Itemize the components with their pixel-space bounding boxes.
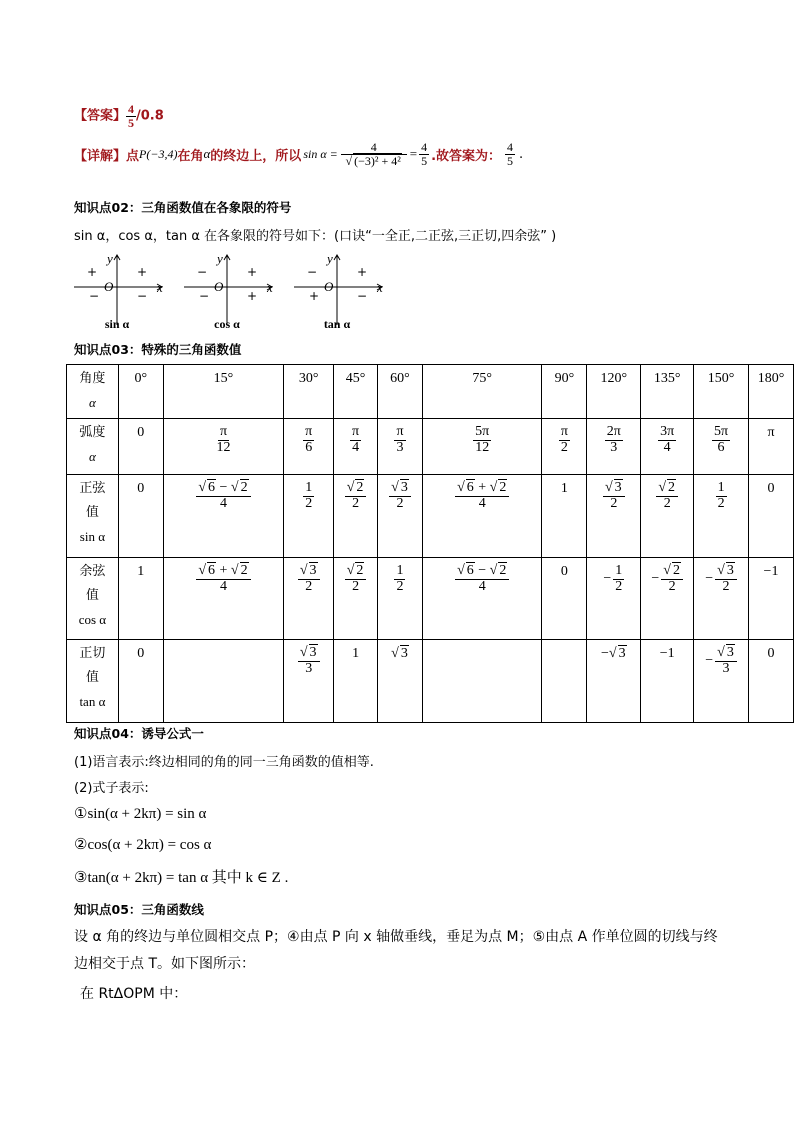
cell-sin-10: 0: [749, 475, 794, 558]
cell-tan-7: −√ 3: [587, 640, 641, 723]
sign-q2: −: [197, 265, 208, 279]
cell-degree-9: 150°: [694, 365, 749, 419]
x-label: x: [267, 280, 273, 295]
cell-sin-7: $\frac{√ 3}{2}$: [587, 475, 641, 558]
cell-tan-4: √ 3: [378, 640, 423, 723]
x-label: x: [157, 280, 163, 295]
cell-cos-6: 0: [542, 558, 587, 640]
sign-q3: −: [89, 289, 100, 303]
cell-tan-2: $\frac{√ 3}{3}$: [284, 640, 334, 723]
cell-cos-9: − $\frac{√ 3}{2}$: [694, 558, 749, 640]
y-label: y: [107, 251, 113, 266]
row-sin: [67, 475, 794, 558]
cell-cos-2: $\frac{√ 3}{2}$: [284, 558, 334, 640]
cell-tan-0: 0: [118, 640, 163, 723]
cell-sin-6: 1: [542, 475, 587, 558]
cell-radian-9: $\frac{5\pi}{6}$: [694, 419, 749, 475]
cell-degree-6: 90°: [542, 365, 587, 419]
cell-radian-1: $\frac{\pi}{12}$: [163, 419, 284, 475]
k05-line2: 边相交于点 T。如下图所示：: [74, 956, 256, 972]
k04-title: 知识点04：诱导公式一: [74, 726, 204, 741]
cell-tan-3: 1: [334, 640, 378, 723]
sign-q2: +: [87, 265, 98, 279]
k04-line2: (2)式子表示:: [74, 781, 149, 796]
cell-cos-8: − $\frac{√ 2}{2}$: [641, 558, 694, 640]
detail-label: 【详解】: [74, 148, 127, 164]
cell-radian-8: $\frac{3\pi}{4}$: [641, 419, 694, 475]
cell-sin-0: 0: [118, 475, 163, 558]
header-sin: 正弦 值 sin α: [67, 475, 119, 558]
row-radian: [67, 419, 794, 475]
cell-tan-1: [163, 640, 284, 723]
sign-q1: +: [137, 265, 148, 279]
cell-sin-8: $\frac{√ 2}{2}$: [641, 475, 694, 558]
point-label: P(−3,4): [139, 146, 178, 161]
cell-radian-0: 0: [118, 419, 163, 475]
answer-label: 【答案】: [74, 108, 127, 124]
detail-line: 【详解】 点 P(−3,4) 在角 α 的终边上，所以 sin α = $\frac{4}{\text{√ (−3)² + 4²}}$ = $\frac{4}{5}$ .故答案为： $\frac{4}{5}$ .: [74, 140, 524, 168]
cell-tan-5: [422, 640, 542, 723]
quadrant-diagrams: [70, 250, 400, 335]
cell-degree-3: 45°: [334, 365, 378, 419]
cell-degree-2: 30°: [284, 365, 334, 419]
cell-radian-3: $\frac{\pi}{4}$: [334, 419, 378, 475]
sin-fraction: $\frac{4}{\text{√ (−3)² + 4²}}$: [341, 141, 407, 167]
sign-q3: −: [199, 289, 210, 303]
sign-q1: +: [247, 265, 258, 279]
cell-cos-0: 1: [118, 558, 163, 640]
answer-alt: /0.8: [136, 108, 164, 124]
y-label: y: [327, 251, 333, 266]
cell-degree-10: 180°: [749, 365, 794, 419]
cell-tan-10: 0: [749, 640, 794, 723]
cell-degree-0: 0°: [118, 365, 163, 419]
cell-cos-3: $\frac{√ 2}{2}$: [334, 558, 378, 640]
cell-cos-7: − $\frac{1}{2}$: [587, 558, 641, 640]
origin-label: O: [104, 279, 114, 294]
sign-q1: +: [357, 265, 368, 279]
cell-radian-2: $\frac{\pi}{6}$: [284, 419, 334, 475]
y-label: y: [217, 251, 223, 266]
origin-label: O: [324, 279, 334, 294]
row-tan: [67, 640, 794, 723]
row-degree: [67, 365, 794, 419]
cell-radian-6: $\frac{\pi}{2}$: [542, 419, 587, 475]
cell-sin-5: $\frac{√ 6 + √ 2}{4}$: [422, 475, 542, 558]
cell-cos-5: $\frac{√ 6 - √ 2}{4}$: [422, 558, 542, 640]
sign-q4: −: [357, 289, 368, 303]
cell-radian-10: π: [749, 419, 794, 475]
k05-line3: 在 RtΔOPM 中：: [80, 986, 188, 1002]
cell-degree-4: 60°: [378, 365, 423, 419]
answer-fraction: $\frac{4}{5}$: [128, 102, 135, 130]
cell-cos-1: $\frac{√ 6 + √ 2}{4}$: [163, 558, 284, 640]
diagram-caption: tan α: [323, 317, 351, 331]
cell-tan-8: −1: [641, 640, 694, 723]
sign-q3: +: [309, 289, 320, 303]
cell-degree-1: 15°: [163, 365, 284, 419]
formula-3: ③tan(α + 2kπ) = tan α 其中 k ∈ Z .: [74, 870, 289, 886]
k05-line1: 设 α 角的终边与单位圆相交点 P；④由点 P 向 x 轴做垂线，垂足为点 M；⑤由点 A 作单位圆的切线与终: [74, 929, 718, 945]
sign-q4: −: [137, 289, 148, 303]
cell-radian-7: $\frac{2\pi}{3}$: [587, 419, 641, 475]
cell-radian-5: $\frac{5\pi}{12}$: [422, 419, 542, 475]
trig-values-table: [66, 364, 794, 723]
cell-degree-7: 120°: [587, 365, 641, 419]
header-radian: 弧度 α: [67, 419, 119, 475]
cell-sin-4: $\frac{√ 3}{2}$: [378, 475, 423, 558]
diagram-caption: sin α: [104, 317, 130, 331]
cell-radian-4: $\frac{\pi}{3}$: [378, 419, 423, 475]
header-tan: 正切 值 tan α: [67, 640, 119, 723]
x-label: x: [377, 280, 383, 295]
cell-cos-4: $\frac{1}{2}$: [378, 558, 423, 640]
header-degree: 角度 α: [67, 365, 119, 419]
k03-title: 知识点03：特殊的三角函数值: [74, 342, 242, 357]
formula-2: ②cos(α + 2kπ) = cos α: [74, 837, 212, 853]
k02-title: 知识点02：三角函数值在各象限的符号: [74, 200, 292, 215]
sign-q4: +: [247, 289, 258, 303]
origin-label: O: [214, 279, 224, 294]
header-cos: 余弦 值 cos α: [67, 558, 119, 640]
cell-tan-6: [542, 640, 587, 723]
cell-cos-10: −1: [749, 558, 794, 640]
formula-1: ①sin(α + 2kπ) = sin α: [74, 806, 207, 822]
diagram-caption: cos α: [214, 317, 240, 331]
cell-sin-1: $\frac{√ 6 - √ 2}{4}$: [163, 475, 284, 558]
cell-degree-8: 135°: [641, 365, 694, 419]
sign-q2: −: [307, 265, 318, 279]
cell-sin-2: $\frac{1}{2}$: [284, 475, 334, 558]
k02-desc: sin α，cos α，tan α 在各象限的符号如下：(口诀“一全正,二正弦,三正切,四余弦” ): [74, 229, 557, 244]
cell-sin-3: $\frac{√ 2}{2}$: [334, 475, 378, 558]
answer-line: [74, 103, 164, 129]
k04-line1: (1)语言表示:终边相同的角的同一三角函数的值相等.: [74, 755, 374, 770]
cell-degree-5: 75°: [422, 365, 542, 419]
k05-title: 知识点05：三角函数线: [74, 902, 204, 917]
cell-sin-9: $\frac{1}{2}$: [694, 475, 749, 558]
cell-tan-9: − $\frac{√ 3}{3}$: [694, 640, 749, 723]
row-cos: [67, 558, 794, 640]
